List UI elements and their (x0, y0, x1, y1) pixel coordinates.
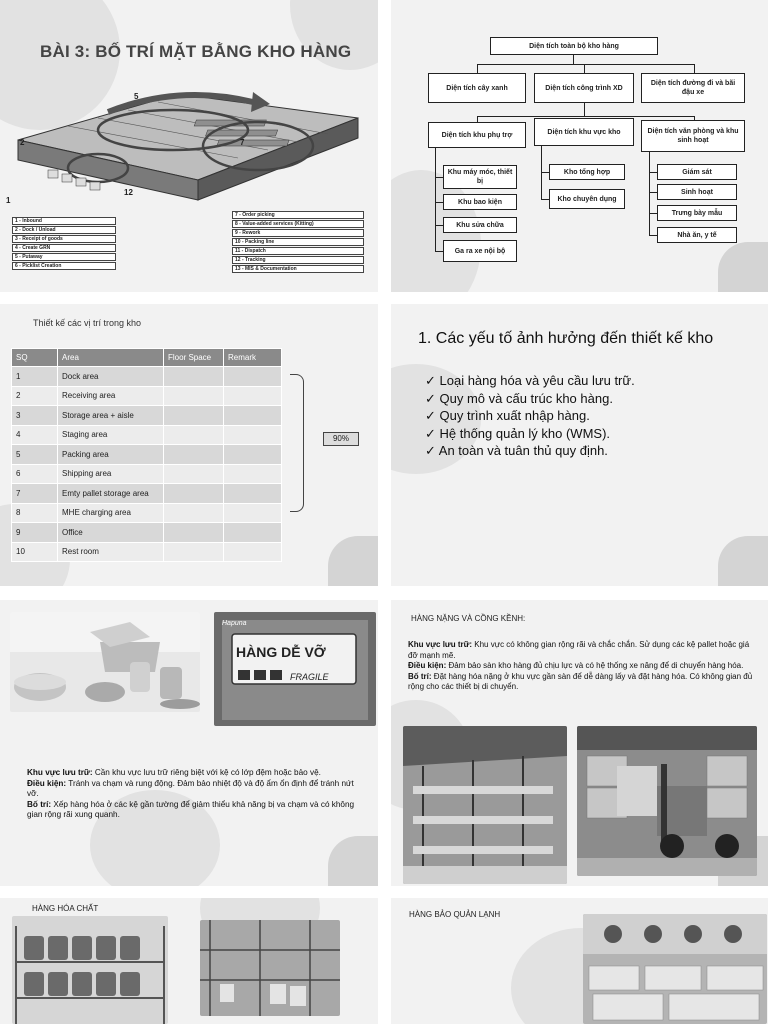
org-packaging: Khu bao kiện (443, 194, 517, 210)
text-layout: Xếp hàng hóa ở các kệ gần tường để giảm thiểu khả năng bị va chạm và có không gian rộng rãi xung quanh. (27, 799, 355, 819)
chemical-drums-photo (12, 916, 168, 1024)
cell-area: Office (58, 523, 164, 543)
cell-area: Emty pallet storage area (58, 484, 164, 504)
cell-sq: 10 (12, 542, 58, 562)
org-construction-area: Diện tích công trình XD (534, 73, 634, 103)
legend-right (232, 211, 364, 274)
cantilever-rack-photo (403, 726, 567, 884)
cell-area: Receiving area (58, 386, 164, 406)
org-root: Diện tích toàn bộ kho hàng (490, 37, 658, 55)
org-special-warehouse: Kho chuyên dụng (549, 189, 625, 209)
table-row (12, 425, 282, 445)
brace (290, 374, 304, 512)
legend-item: 4 - Create GRN (12, 244, 116, 252)
legend-item: 7 - Order picking (232, 211, 364, 219)
layout-paragraph (408, 672, 758, 693)
fragile-box-photo (214, 612, 376, 726)
label-storage: Khu vực lưu trữ: (27, 768, 93, 777)
marker-2: 2 (20, 138, 25, 147)
chemical-warehouse-photo (200, 920, 340, 1016)
org-auxiliary-area: Diện tích khu phụ trợ (428, 122, 526, 148)
list-item: ✓ Loại hàng hóa và yêu cầu lưu trữ. (425, 373, 635, 388)
percent-badge: 90% (323, 432, 359, 446)
area-table (11, 348, 282, 562)
box-fragile: FRAGILE (290, 672, 329, 682)
slide-title: 1. Các yếu tố ảnh hưởng đến thiết kế kho (418, 330, 714, 347)
col-header-floor-space: Floor Space (164, 349, 224, 367)
slide-area-org-chart (391, 0, 768, 292)
col-header-area: Area (58, 349, 164, 367)
table-row (12, 386, 282, 406)
label-condition: Điều kiện: (408, 661, 447, 670)
legend-item: 1 - Inbound (12, 217, 116, 225)
cell-sq: 1 (12, 367, 58, 387)
org-canteen-medical: Nhà ăn, y tế (657, 227, 737, 243)
slide-chemical-goods (0, 898, 378, 1024)
storage-paragraph (408, 640, 758, 661)
cell-area: Rest room (58, 542, 164, 562)
slide-title: BÀI 3: BỐ TRÍ MẶT BẰNG KHO HÀNG (40, 42, 352, 61)
marker-7: 7 (240, 138, 245, 147)
text-storage: Cần khu vực lưu trữ riêng biệt với kệ có lớp đệm hoặc bảo vệ. (92, 768, 321, 777)
slide-title: HÀNG NẶNG VÀ CỒNG KỀNH: (411, 614, 526, 623)
table-row (12, 367, 282, 387)
label-layout: Bố trí: (408, 671, 432, 681)
legend-item: 12 - Tracking (232, 256, 364, 264)
label-layout: Bố trí: (27, 799, 52, 809)
box-brand: Hapuna (222, 620, 247, 627)
slide-title: Thiết kế các vị trí trong kho (33, 318, 142, 328)
slide-location-table (0, 304, 378, 586)
col-header-remark: Remark (224, 349, 282, 367)
org-repair: Khu sửa chữa (443, 217, 517, 233)
slide-warehouse-layout (0, 0, 378, 292)
heavy-description (408, 640, 758, 693)
table-row (12, 503, 282, 523)
slide-design-factors (391, 304, 768, 586)
org-green-area: Diện tích cây xanh (428, 73, 526, 103)
table-row (12, 484, 282, 504)
table-row (12, 523, 282, 543)
legend-item: 5 - Putaway (12, 253, 116, 261)
cell-sq: 3 (12, 406, 58, 426)
org-storage-area: Diện tích khu vực kho (534, 118, 634, 146)
forklift-photo (577, 726, 757, 876)
org-general-warehouse: Kho tổng hợp (549, 164, 625, 180)
table-row (12, 406, 282, 426)
legend-item: 10 - Packing line (232, 238, 364, 246)
slide-heavy-goods (391, 600, 768, 886)
cell-area: MHE charging area (58, 503, 164, 523)
legend-item: 9 - Rework (232, 229, 364, 237)
table-row (12, 542, 282, 562)
fragile-items-photo (10, 612, 200, 712)
col-header-sq: SQ (12, 349, 58, 367)
cell-area: Packing area (58, 445, 164, 465)
layout-paragraph (27, 800, 357, 821)
org-showroom: Trưng bày mẫu (657, 205, 737, 221)
storage-paragraph (27, 768, 357, 779)
slide-cold-storage (391, 898, 768, 1024)
list-item: ✓ Quy mô và cấu trúc kho hàng. (425, 390, 613, 406)
list-item: ✓ Quy trình xuất nhập hàng. (425, 408, 590, 423)
slide-fragile-goods (0, 600, 378, 886)
label-storage: Khu vực lưu trữ: (408, 640, 473, 649)
list-item: ✓ Hệ thống quản lý kho (WMS). (425, 425, 611, 441)
condition-paragraph (408, 661, 758, 672)
cell-sq: 8 (12, 503, 58, 523)
marker-1: 1 (6, 196, 11, 205)
slide-title: HÀNG HÓA CHẤT (32, 904, 99, 913)
cell-area: Dock area (58, 367, 164, 387)
legend-left (12, 217, 116, 271)
label-condition: Điều kiện: (27, 778, 67, 788)
condition-paragraph (27, 779, 357, 800)
warehouse-isometric-diagram (8, 88, 366, 208)
slide-title: HÀNG BẢO QUẢN LẠNH (409, 910, 501, 919)
org-garage: Ga ra xe nội bộ (443, 240, 517, 262)
marker-5: 5 (134, 92, 139, 101)
legend-item: 11 - Dispatch (232, 247, 364, 255)
cell-sq: 7 (12, 484, 58, 504)
text-condition: Đảm bảo sàn kho hàng đủ chịu lực và có hệ thống xe nâng để di chuyển hàng hóa. (446, 661, 744, 670)
text-storage: Khu vực có không gian rộng rãi và chắc chắn. Sử dụng các kệ pallet hoặc giá đỡ mạnh mẽ. (408, 640, 750, 660)
cell-area: Staging area (58, 425, 164, 445)
org-supervision: Giám sát (657, 164, 737, 180)
table-row (12, 445, 282, 465)
text-condition: Tránh va chạm và rung động. Đảm bảo nhiệt độ và độ ẩm ổn định để tránh nứt vỡ. (27, 778, 354, 798)
box-label: HÀNG DỄ VỠ (236, 644, 326, 660)
fragile-description (27, 768, 357, 821)
org-living: Sinh hoạt (657, 184, 737, 200)
table-row (12, 464, 282, 484)
cell-sq: 4 (12, 425, 58, 445)
table-header-row (12, 349, 282, 367)
marker-12: 12 (124, 188, 133, 197)
cold-storage-photo (583, 914, 767, 1024)
org-road-parking-area: Diện tích đường đi và bãi đậu xe (641, 73, 745, 103)
legend-item: 6 - Picklist Creation (12, 262, 116, 270)
factor-list (425, 372, 635, 460)
cell-sq: 2 (12, 386, 58, 406)
cell-sq: 5 (12, 445, 58, 465)
org-office-area: Diện tích văn phòng và khu sinh hoạt (641, 120, 745, 152)
legend-item: 3 - Receipt of goods (12, 235, 116, 243)
cell-sq: 6 (12, 464, 58, 484)
legend-item: 8 - Value-added services (Kitting) (232, 220, 364, 228)
list-item: ✓ An toàn và tuân thủ quy định. (425, 443, 608, 458)
legend-item: 13 - MIS & Documentation (232, 265, 364, 273)
cell-area: Shipping area (58, 464, 164, 484)
legend-item: 2 - Dock / Unload (12, 226, 116, 234)
cell-area: Storage area + aisle (58, 406, 164, 426)
text-layout: Đặt hàng hóa nặng ở khu vực gần sàn để dễ dàng lấy và đặt hàng hóa. Có không gian đủ rộng cho các thiết bị di chuyển. (408, 671, 753, 691)
org-machinery: Khu máy móc, thiết bị (443, 165, 517, 189)
cell-sq: 9 (12, 523, 58, 543)
